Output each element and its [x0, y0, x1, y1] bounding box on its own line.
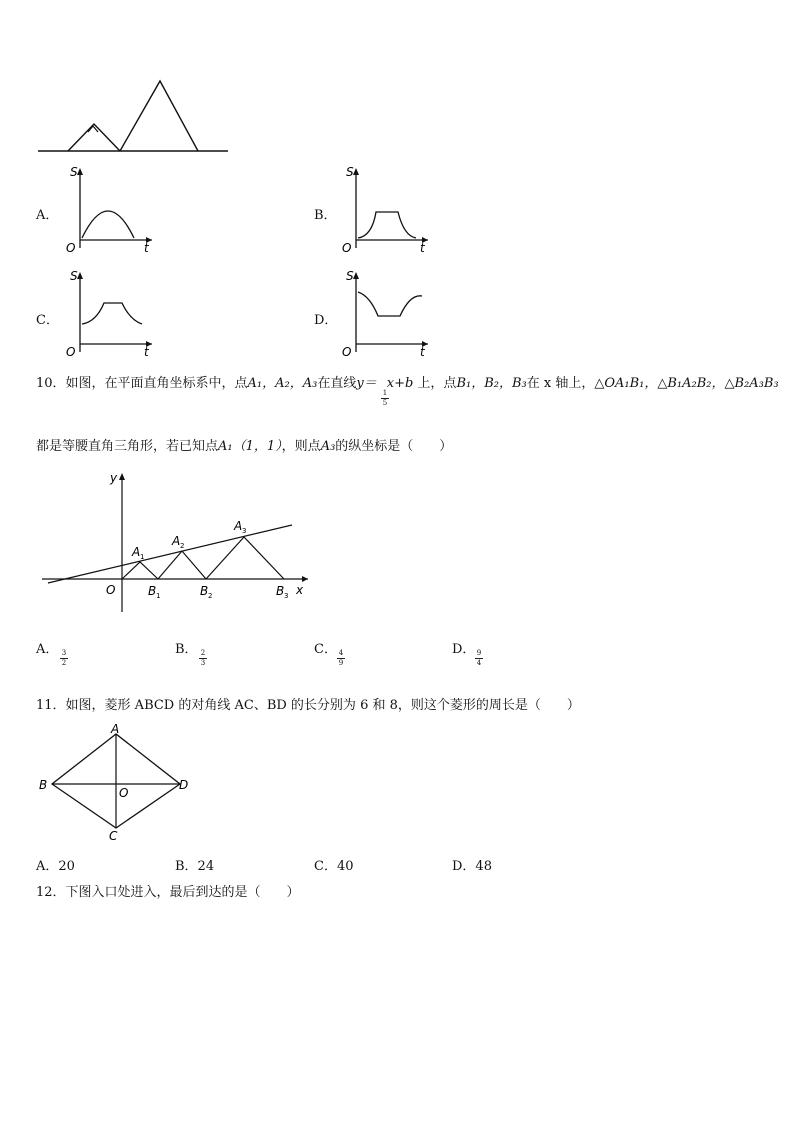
q9-option-d-letter: D．: [314, 313, 338, 328]
line-y-eq-x-plus-b: [48, 525, 292, 583]
axis-s-label: S: [70, 165, 78, 179]
q9-option-d-graph: [336, 268, 436, 360]
q11-option-d: D．48: [452, 859, 492, 874]
q9-option-b-letter: B．: [314, 208, 337, 223]
label-B1: B: [148, 584, 157, 598]
origin-label: O: [106, 583, 116, 597]
q9-option-a-letter: A．: [36, 208, 59, 223]
axis-s-label: S: [346, 165, 354, 179]
q10-option-b-fraction: 2 3: [200, 649, 206, 667]
q10-option-c-fraction: 4 9: [338, 649, 344, 667]
q10-coordinate-figure: [40, 466, 312, 618]
label-A1-sub: 1: [140, 553, 145, 561]
origin-label: O: [342, 345, 352, 359]
large-peak: [120, 81, 198, 151]
axis-t-label: t: [144, 241, 149, 255]
label-A3-sub: 3: [242, 527, 247, 535]
q9-option-c-graph: [60, 268, 160, 360]
axis-t-label: t: [420, 345, 425, 359]
vertex-B-label: B: [39, 778, 48, 792]
label-A2-sub: 2: [180, 542, 185, 550]
axis-s-label: S: [346, 269, 354, 283]
q9-option-c-letter: C．: [36, 313, 59, 328]
vertex-D-label: D: [179, 778, 189, 792]
label-B2-sub: 2: [208, 592, 213, 600]
q11-option-a: A．20: [36, 859, 75, 874]
label-B2: B: [200, 584, 209, 598]
q10-option-a-fraction: 3 2: [61, 649, 67, 667]
label-B1-sub: 1: [156, 592, 161, 600]
q9-option-a-graph: [60, 164, 160, 256]
q12-stem: 12．下图入口处进入，最后到达的是（ ）: [36, 885, 300, 900]
label-A2: A: [172, 534, 181, 548]
q10-stem-line1: 10．如图，在平面直角坐标系中，点A₁，A₂，A₃在直线y＝ x+b 上，点B₁，B₂，B₃在 x 轴上，△OA₁B₁，△B₁A₂B₂，△B₂A₃B₃: [36, 376, 779, 391]
label-B3-sub: 3: [284, 592, 289, 600]
q10-option-d-letter: D．: [452, 642, 476, 657]
center-O-label: O: [119, 786, 129, 800]
label-A1: A: [132, 545, 141, 559]
q11-option-b: B．24: [175, 859, 215, 874]
q10-stem-line2: 都是等腰直角三角形，若已知点A₁（1，1），则点A₃的纵坐标是（ ）: [36, 439, 453, 454]
vertex-C-label: C: [109, 829, 118, 843]
x-axis-label: x: [296, 583, 304, 597]
q11-option-c: C．40: [314, 859, 354, 874]
label-A3: A: [234, 519, 243, 533]
q10-option-a-letter: A．: [36, 642, 59, 657]
q10-option-b-letter: B．: [175, 642, 198, 657]
q11-rhombus-figure: [36, 720, 196, 844]
q9-option-b-graph: [336, 164, 436, 256]
vertex-A-label: A: [111, 722, 120, 736]
q10-coef-fraction: 1 5: [382, 389, 388, 407]
q10-option-c-letter: C．: [314, 642, 337, 657]
origin-label: O: [66, 241, 76, 255]
origin-label: O: [342, 241, 352, 255]
label-B3: B: [276, 584, 285, 598]
axis-t-label: t: [144, 345, 149, 359]
q10-option-d-fraction: 9 4: [476, 649, 482, 667]
q11-stem: 11．如图，菱形 ABCD 的对角线 AC、BD 的长分别为 6 和 8，则这个菱形的周长是（ ）: [36, 698, 580, 713]
origin-label: O: [66, 345, 76, 359]
axis-t-label: t: [420, 241, 425, 255]
triangle-B2A3B3: [206, 537, 284, 579]
q9-mountain-figure: [36, 76, 232, 158]
axis-s-label: S: [70, 269, 78, 283]
y-axis-label: y: [110, 471, 118, 485]
